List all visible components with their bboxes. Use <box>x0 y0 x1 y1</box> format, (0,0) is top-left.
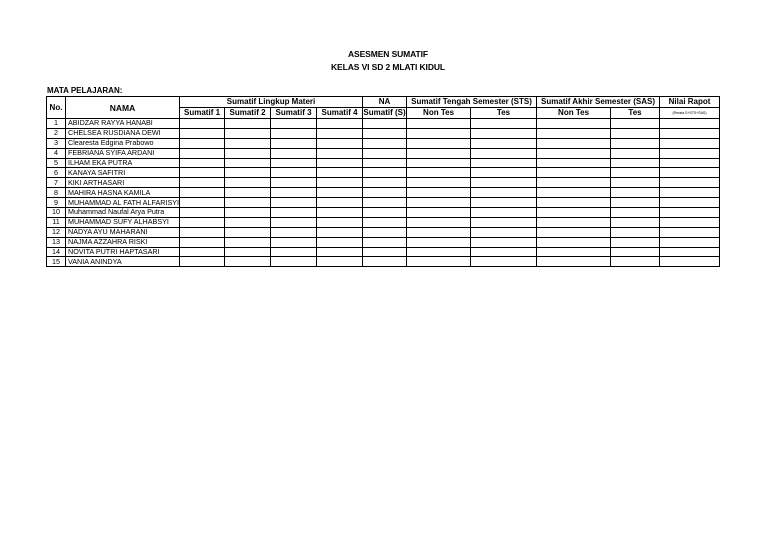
score-cell[interactable] <box>537 257 611 267</box>
score-cell[interactable] <box>363 247 407 257</box>
score-cell[interactable] <box>537 227 611 237</box>
score-cell[interactable] <box>225 158 271 168</box>
score-cell[interactable] <box>407 128 471 138</box>
student-name: NOVITA PUTRI HAPTASARI <box>66 247 180 257</box>
score-cell[interactable] <box>180 217 225 227</box>
header-sts: Sumatif Tengah Semester (STS) <box>407 97 537 108</box>
score-cell[interactable] <box>407 148 471 158</box>
score-cell[interactable] <box>180 148 225 158</box>
score-cell[interactable] <box>537 188 611 198</box>
score-cell[interactable] <box>180 128 225 138</box>
score-cell[interactable] <box>225 138 271 148</box>
score-cell[interactable] <box>271 227 317 237</box>
student-name: ILHAM EKA PUTRA <box>66 158 180 168</box>
score-cell[interactable] <box>471 227 537 237</box>
header-sumatif-1: Sumatif 1 <box>180 108 225 119</box>
table-row <box>47 237 720 247</box>
header-sas: Sumatif Akhir Semester (SAS) <box>537 97 660 108</box>
score-cell[interactable] <box>225 178 271 188</box>
score-cell[interactable] <box>363 208 407 218</box>
score-cell[interactable] <box>363 148 407 158</box>
table-row <box>47 257 720 267</box>
score-cell[interactable] <box>537 119 611 129</box>
row-number: 12 <box>47 227 66 237</box>
page-title: ASESMEN SUMATIF <box>347 49 429 59</box>
row-number: 3 <box>47 138 66 148</box>
score-cell[interactable] <box>471 257 537 267</box>
table-row <box>47 128 720 138</box>
student-name: MUHAMMAD SUFY ALHABSYI <box>66 217 180 227</box>
score-cell[interactable] <box>471 128 537 138</box>
score-cell[interactable] <box>471 178 537 188</box>
row-number: 10 <box>47 208 66 218</box>
score-cell[interactable] <box>271 128 317 138</box>
table-row <box>47 158 720 168</box>
score-cell[interactable] <box>537 237 611 247</box>
score-cell[interactable] <box>225 128 271 138</box>
score-cell[interactable] <box>471 119 537 129</box>
table-row <box>47 119 720 129</box>
score-cell[interactable] <box>317 188 363 198</box>
score-cell[interactable] <box>611 188 660 198</box>
student-name: CHELSEA RUSDIANA DEWI <box>66 128 180 138</box>
score-cell[interactable] <box>180 188 225 198</box>
score-cell[interactable] <box>611 128 660 138</box>
table-row <box>47 168 720 178</box>
score-cell[interactable] <box>537 138 611 148</box>
score-cell[interactable] <box>660 257 720 267</box>
score-cell[interactable] <box>611 208 660 218</box>
score-cell[interactable] <box>363 128 407 138</box>
row-number: 15 <box>47 257 66 267</box>
score-cell[interactable] <box>660 188 720 198</box>
row-number: 11 <box>47 217 66 227</box>
score-cell[interactable] <box>611 178 660 188</box>
student-name: MUHAMMAD AL FATH ALFARISYI <box>66 198 180 208</box>
score-cell[interactable] <box>471 138 537 148</box>
score-cell[interactable] <box>180 257 225 267</box>
table-row <box>47 198 720 208</box>
score-cell[interactable] <box>660 178 720 188</box>
student-name: Muhammad Naufal Arya Putra <box>66 208 180 218</box>
score-cell[interactable] <box>407 198 471 208</box>
table-row <box>47 138 720 148</box>
score-cell[interactable] <box>180 178 225 188</box>
score-cell[interactable] <box>225 237 271 247</box>
score-cell[interactable] <box>317 128 363 138</box>
header-sts-tes: Tes <box>471 108 537 119</box>
score-cell[interactable] <box>271 188 317 198</box>
score-cell[interactable] <box>537 158 611 168</box>
student-name: Clearesta Edgina Prabowo <box>66 138 180 148</box>
row-number: 4 <box>47 148 66 158</box>
score-cell[interactable] <box>317 217 363 227</box>
score-cell[interactable] <box>317 158 363 168</box>
score-cell[interactable] <box>611 158 660 168</box>
score-cell[interactable] <box>611 257 660 267</box>
score-cell[interactable] <box>317 119 363 129</box>
score-cell[interactable] <box>271 208 317 218</box>
score-cell[interactable] <box>271 158 317 168</box>
score-cell[interactable] <box>225 227 271 237</box>
score-cell[interactable] <box>407 168 471 178</box>
score-cell[interactable] <box>363 158 407 168</box>
student-name: NAJMA AZZAHRA RISKI <box>66 237 180 247</box>
score-cell[interactable] <box>611 217 660 227</box>
row-number: 6 <box>47 168 66 178</box>
score-cell[interactable] <box>271 247 317 257</box>
score-cell[interactable] <box>271 257 317 267</box>
table-row <box>47 178 720 188</box>
score-cell[interactable] <box>537 198 611 208</box>
score-cell[interactable] <box>225 119 271 129</box>
score-cell[interactable] <box>537 217 611 227</box>
score-cell[interactable] <box>225 247 271 257</box>
score-cell[interactable] <box>537 128 611 138</box>
header-sas-tes: Tes <box>611 108 660 119</box>
row-number: 7 <box>47 178 66 188</box>
table-row <box>47 208 720 218</box>
score-cell[interactable] <box>271 198 317 208</box>
score-cell[interactable] <box>180 208 225 218</box>
score-cell[interactable] <box>407 188 471 198</box>
page-subtitle: KELAS VI SD 2 MLATI KIDUL <box>331 62 445 72</box>
score-cell[interactable] <box>271 119 317 129</box>
score-cell[interactable] <box>363 188 407 198</box>
score-cell[interactable] <box>407 257 471 267</box>
row-number: 2 <box>47 128 66 138</box>
header-sumatif-lingkup-materi: Sumatif Lingkup Materi <box>180 97 363 108</box>
score-cell[interactable] <box>537 168 611 178</box>
score-cell[interactable] <box>317 208 363 218</box>
table-row <box>47 148 720 158</box>
score-cell[interactable] <box>611 247 660 257</box>
score-cell[interactable] <box>407 178 471 188</box>
score-cell[interactable] <box>317 148 363 158</box>
header-sumatif-4: Sumatif 4 <box>317 108 363 119</box>
score-cell[interactable] <box>660 128 720 138</box>
score-cell[interactable] <box>611 148 660 158</box>
score-cell[interactable] <box>271 178 317 188</box>
score-cell[interactable] <box>317 247 363 257</box>
score-cell[interactable] <box>471 198 537 208</box>
score-cell[interactable] <box>611 198 660 208</box>
score-cell[interactable] <box>611 227 660 237</box>
row-number: 1 <box>47 119 66 129</box>
score-cell[interactable] <box>537 178 611 188</box>
score-cell[interactable] <box>180 198 225 208</box>
score-cell[interactable] <box>471 247 537 257</box>
row-number: 9 <box>47 198 66 208</box>
score-cell[interactable] <box>225 168 271 178</box>
score-cell[interactable] <box>407 158 471 168</box>
score-cell[interactable] <box>660 168 720 178</box>
score-cell[interactable] <box>660 198 720 208</box>
score-cell[interactable] <box>611 168 660 178</box>
score-cell[interactable] <box>407 138 471 148</box>
header-rapot-note: (Rerata S+STS+SAS) <box>660 108 720 119</box>
header-sumatif-2: Sumatif 2 <box>225 108 271 119</box>
score-cell[interactable] <box>271 217 317 227</box>
score-cell[interactable] <box>471 237 537 247</box>
score-cell[interactable] <box>271 148 317 158</box>
score-cell[interactable] <box>271 168 317 178</box>
score-cell[interactable] <box>660 217 720 227</box>
score-cell[interactable] <box>180 247 225 257</box>
row-number: 13 <box>47 237 66 247</box>
score-cell[interactable] <box>611 237 660 247</box>
score-cell[interactable] <box>537 148 611 158</box>
score-cell[interactable] <box>180 227 225 237</box>
score-cell[interactable] <box>363 227 407 237</box>
score-cell[interactable] <box>317 237 363 247</box>
score-cell[interactable] <box>537 247 611 257</box>
score-cell[interactable] <box>537 208 611 218</box>
table-row <box>47 188 720 198</box>
score-cell[interactable] <box>363 168 407 178</box>
score-cell[interactable] <box>471 168 537 178</box>
score-cell[interactable] <box>317 227 363 237</box>
header-sts-non-tes: Non Tes <box>407 108 471 119</box>
table-row <box>47 217 720 227</box>
row-number: 14 <box>47 247 66 257</box>
score-cell[interactable] <box>407 237 471 247</box>
row-number: 5 <box>47 158 66 168</box>
score-cell[interactable] <box>363 217 407 227</box>
score-cell[interactable] <box>363 257 407 267</box>
score-cell[interactable] <box>611 138 660 148</box>
score-cell[interactable] <box>363 138 407 148</box>
score-cell[interactable] <box>660 247 720 257</box>
student-name: NADYA AYU MAHARANI <box>66 227 180 237</box>
header-sumatif-3: Sumatif 3 <box>271 108 317 119</box>
score-cell[interactable] <box>407 227 471 237</box>
score-cell[interactable] <box>180 119 225 129</box>
score-cell[interactable] <box>660 119 720 129</box>
table-row <box>47 227 720 237</box>
header-sumatif-s: Sumatif (S) <box>363 108 406 117</box>
score-cell[interactable] <box>363 178 407 188</box>
score-cell[interactable] <box>471 158 537 168</box>
score-cell[interactable] <box>660 138 720 148</box>
score-cell[interactable] <box>225 148 271 158</box>
score-cell[interactable] <box>271 138 317 148</box>
score-cell[interactable] <box>180 158 225 168</box>
score-cell[interactable] <box>660 208 720 218</box>
score-cell[interactable] <box>660 158 720 168</box>
score-cell[interactable] <box>317 168 363 178</box>
score-cell[interactable] <box>363 119 407 129</box>
score-cell[interactable] <box>363 237 407 247</box>
student-name: ABIDZAR RAYYA HANABI <box>66 119 180 129</box>
table-row <box>47 247 720 257</box>
header-no: No. <box>47 97 66 119</box>
student-name: KANAYA SAFITRI <box>66 168 180 178</box>
score-cell[interactable] <box>611 119 660 129</box>
score-cell[interactable] <box>225 198 271 208</box>
subject-label: MATA PELAJARAN: <box>47 86 123 95</box>
score-cell[interactable] <box>660 237 720 247</box>
student-name: MAHIRA HASNA KAMILA <box>66 188 180 198</box>
score-cell[interactable] <box>471 148 537 158</box>
assessment-table <box>46 96 720 267</box>
score-cell[interactable] <box>225 217 271 227</box>
header-nilai-rapot: Nilai Rapot <box>660 97 720 108</box>
score-cell[interactable] <box>471 188 537 198</box>
student-name: FEBRIANA SYIFA ARDANI <box>66 148 180 158</box>
score-cell[interactable] <box>180 138 225 148</box>
score-cell[interactable] <box>363 198 407 208</box>
score-cell[interactable] <box>225 208 271 218</box>
header-sas-non-tes: Non Tes <box>537 108 611 119</box>
score-cell[interactable] <box>271 237 317 247</box>
score-cell[interactable] <box>407 119 471 129</box>
score-cell[interactable] <box>317 138 363 148</box>
score-cell[interactable] <box>660 148 720 158</box>
score-cell[interactable] <box>317 257 363 267</box>
score-cell[interactable] <box>225 257 271 267</box>
score-cell[interactable] <box>407 247 471 257</box>
score-cell[interactable] <box>471 208 537 218</box>
score-cell[interactable] <box>180 168 225 178</box>
score-cell[interactable] <box>407 208 471 218</box>
header-name: NAMA <box>66 97 180 119</box>
student-name: KIKI ARTHASARI <box>66 178 180 188</box>
score-cell[interactable] <box>660 227 720 237</box>
score-cell[interactable] <box>317 178 363 188</box>
score-cell[interactable] <box>471 217 537 227</box>
student-name: VANIA ANINDYA <box>66 257 180 267</box>
score-cell[interactable] <box>225 188 271 198</box>
score-cell[interactable] <box>317 198 363 208</box>
row-number: 8 <box>47 188 66 198</box>
header-na: NA <box>363 97 407 108</box>
score-cell[interactable] <box>407 217 471 227</box>
score-cell[interactable] <box>180 237 225 247</box>
